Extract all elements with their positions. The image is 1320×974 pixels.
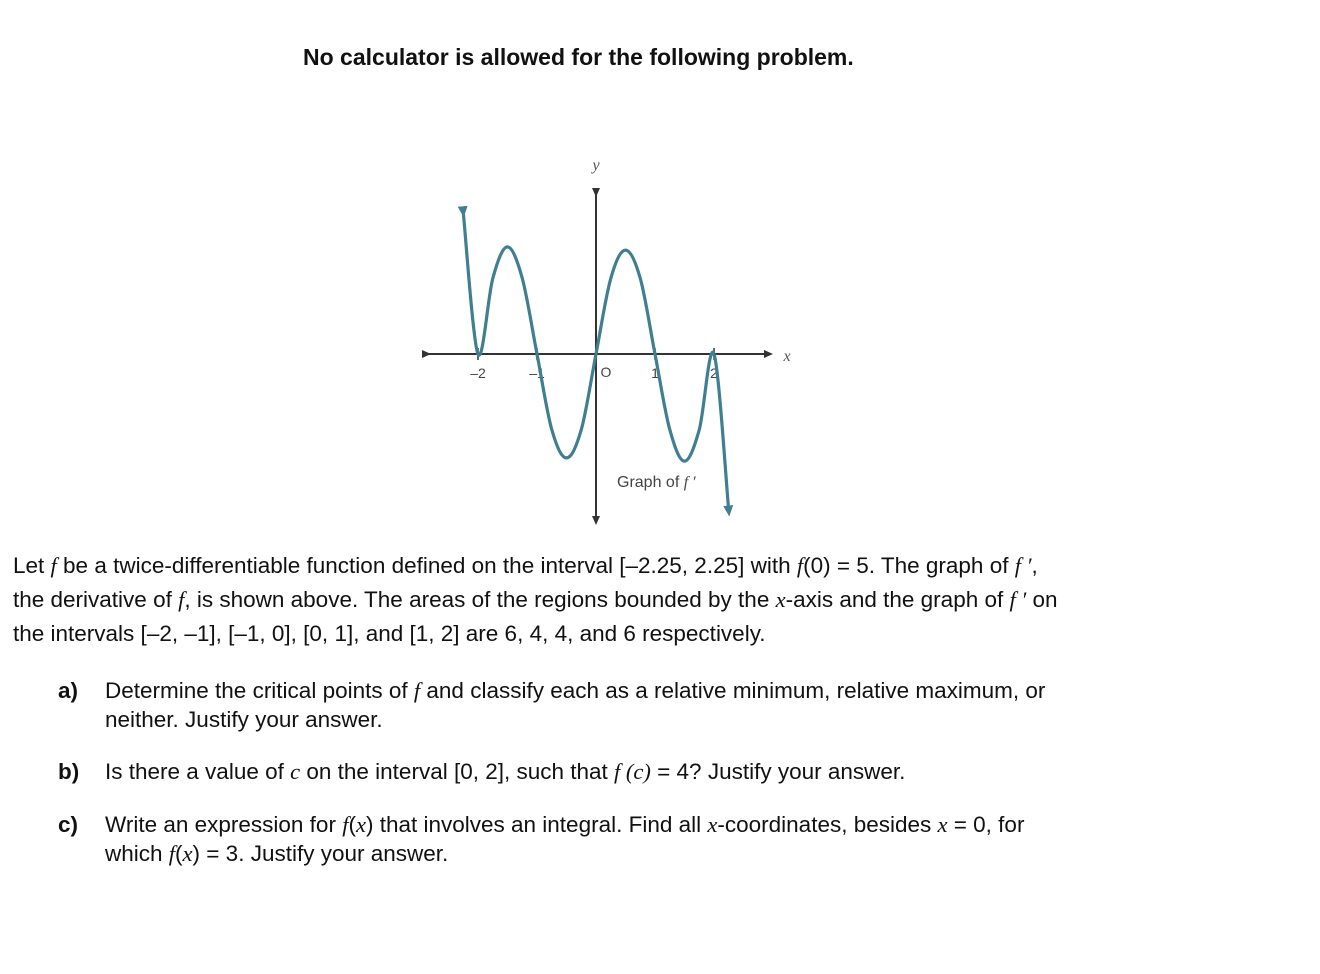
math-symbol: f — [796, 553, 804, 578]
question-text: Write an expression for f(x) that involves an integral. Find all x-coordinates, besides x = 0, for which f(x) = 3. Justify your answer. — [105, 812, 1025, 866]
math-symbol: f ′ — [1009, 587, 1027, 612]
math-symbol: f — [178, 587, 185, 612]
question-label: a) — [58, 678, 79, 703]
intro-line: the derivative of f, is shown above. The areas of the regions bounded by the x-axis and the graph of f ′ on — [13, 587, 1058, 612]
intro-line: the intervals [–2, –1], [–1, 0], [0, 1], and [1, 2] are 6, 4, 4, and 6 respectively. — [13, 621, 766, 646]
math-symbol: f ′ — [1014, 553, 1032, 578]
question-label: b) — [58, 759, 80, 784]
math-symbol: f — [342, 812, 349, 837]
x-tick-label: 2 — [710, 365, 718, 381]
math-symbol: f (c) — [614, 759, 651, 784]
intro-line: Let f be a twice-differentiable function defined on the interval [–2.25, 2.25] with f(0) = 5. The graph of f ′, — [13, 553, 1038, 578]
graph-caption: Graph of f ′ — [617, 474, 696, 491]
math-symbol: x — [937, 812, 948, 837]
math-symbol: c — [290, 759, 301, 784]
question-text: Is there a value of c on the interval [0, 2], such that f (c) = 4? Justify your answer. — [105, 759, 906, 784]
math-symbol: x — [775, 587, 786, 612]
y-axis-label: y — [592, 157, 600, 174]
question-label: c) — [58, 812, 79, 837]
problem-intro — [13, 549, 1303, 651]
x-axis-label: x — [783, 348, 791, 365]
x-tick-label: 1 — [651, 365, 659, 381]
math-symbol: x — [707, 812, 718, 837]
math-symbol: f — [168, 841, 176, 866]
math-symbol: f — [50, 553, 57, 578]
x-tick-label: –2 — [470, 365, 486, 381]
question-text: Determine the critical points of f and classify each as a relative minimum, relative maximum, or neither. Justify your answer. — [105, 678, 1046, 732]
math-symbol: f — [413, 678, 421, 703]
origin-label: O — [600, 364, 612, 380]
math-symbol: x — [182, 841, 193, 866]
x-tick-label: –1 — [529, 365, 545, 381]
math-symbol: x — [355, 812, 366, 837]
no-calculator-notice: No calculator is allowed for the following problem. — [303, 44, 854, 70]
